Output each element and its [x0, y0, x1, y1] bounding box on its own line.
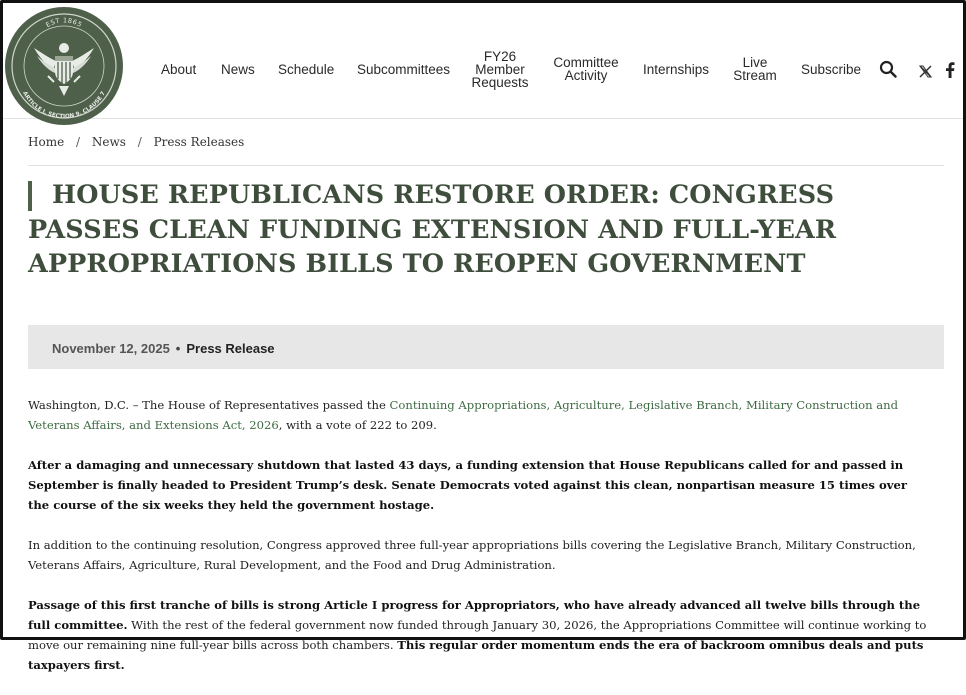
nav-about-label: About — [161, 62, 197, 77]
article-meta — [28, 325, 944, 369]
p2-bold: After a damaging and unnecessary shutdown that lasted 43 days, a funding extension that House Republicans called for and passed in September is finally headed to President Trump’s desk. Senate Democrats voted against this clean, nonpartisan measure 15 times over the course of the six weeks they held the government hostage. — [28, 458, 907, 512]
seal-top-text: EST 1865 — [44, 16, 84, 30]
nav-subscribe[interactable] — [801, 63, 861, 76]
paragraph-3 — [28, 535, 928, 575]
page-title: HOUSE REPUBLICANS RESTORE ORDER: CONGRESS PASSES CLEAN FUNDING EXTENSION AND FULL-YEAR APPROPRIATIONS BILLS TO REOPEN GOVERNMENT — [28, 180, 837, 279]
title-accent-bar — [28, 181, 32, 211]
article-body — [28, 395, 928, 695]
breadcrumb-home[interactable]: Home — [28, 135, 65, 149]
p3-text: In addition to the continuing resolution, Congress approved three full-year appropriations bills covering the Legislative Branch, Military Construction, Veterans Affairs, Agriculture, Rural Development, and the Food and Drug Administration. — [28, 538, 916, 572]
paragraph-1 — [28, 395, 928, 435]
committee-seal-logo[interactable] — [4, 6, 124, 126]
nav-about[interactable] — [161, 63, 196, 76]
p4-bold-close: This regular order momentum ends the era of backroom omnibus deals and puts taxpayers first. — [28, 638, 924, 672]
seal-bottom-text: ARTICLE I, SECTION 9, CLAUSE 7 — [21, 90, 107, 121]
site-header — [3, 3, 963, 119]
nav-live-line1: Live — [742, 55, 768, 70]
search-icon[interactable] — [879, 60, 897, 78]
nav-subcommittees-label: Subcommittees — [357, 62, 451, 77]
p1-vote: , with a vote of 222 to 209. — [278, 418, 437, 432]
act-link[interactable]: Continuing Appropriations, Agriculture, Legislative Branch, Military Construction and Veterans Affairs, and Extensions Act, 2026 — [28, 398, 899, 432]
nav-fy26-line2: Member — [475, 62, 525, 77]
p4-text: With the rest of the federal government now funded through January 30, 2026, the Appropriations Committee will continue working to move our remaining nine full-year bills across both chambers. — [28, 618, 927, 652]
nav-news[interactable] — [221, 63, 255, 76]
breadcrumb-separator: / — [137, 135, 142, 149]
nav-internships-label: Internships — [643, 62, 710, 77]
facebook-icon[interactable] — [945, 62, 955, 78]
nav-fy26-member-requests[interactable] — [471, 50, 529, 89]
divider — [28, 165, 944, 166]
nav-schedule-label: Schedule — [278, 62, 335, 77]
article-date: November 12, 2025 — [52, 341, 170, 356]
article-type: Press Release — [186, 341, 275, 356]
nav-live-stream[interactable] — [731, 56, 779, 82]
nav-committee-line2: Activity — [564, 68, 608, 83]
breadcrumb-news[interactable]: News — [91, 135, 126, 149]
breadcrumb-current: Press Releases — [153, 135, 245, 149]
nav-live-line2: Stream — [733, 68, 777, 83]
nav-internships[interactable] — [643, 63, 709, 76]
nav-subscribe-label: Subscribe — [801, 62, 862, 77]
nav-fy26-line1: FY26 — [483, 49, 517, 64]
meta-bullet: • — [175, 341, 181, 356]
nav-news-label: News — [221, 62, 255, 77]
nav-subcommittees[interactable] — [357, 63, 450, 76]
p4-bold-lead: Passage of this first tranche of bills is strong Article I progress for Appropriators, who have already advanced all twelve bills through the full committee. — [28, 598, 921, 632]
main-nav — [3, 3, 963, 119]
breadcrumb — [28, 135, 244, 149]
x-logo-icon[interactable] — [919, 63, 932, 76]
article-title-block — [28, 178, 946, 282]
paragraph-4 — [28, 595, 928, 675]
nav-committee-activity[interactable] — [548, 56, 624, 82]
breadcrumb-separator: / — [76, 135, 81, 149]
nav-fy26-line3: Requests — [471, 75, 529, 90]
nav-schedule[interactable] — [278, 63, 334, 76]
nav-committee-line1: Committee — [553, 55, 619, 70]
p1-text: Washington, D.C. – The House of Representatives passed the — [28, 398, 390, 412]
paragraph-2 — [28, 455, 928, 515]
